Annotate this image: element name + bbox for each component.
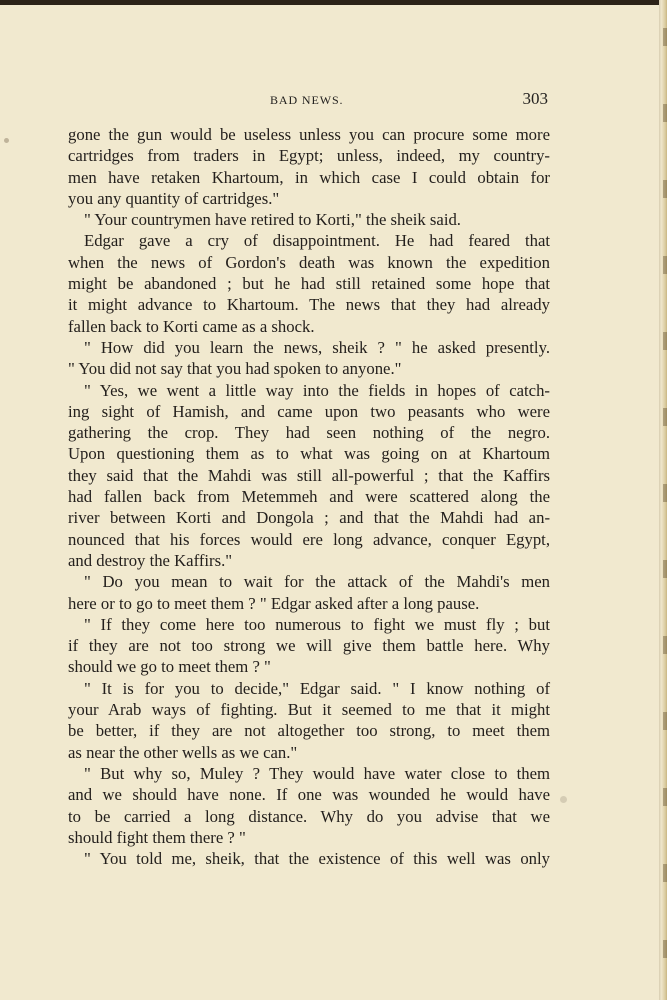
text-line: " You told me, sheik, that the existence of this well was only — [84, 849, 550, 869]
text-line: when the news of Gordon's death was known the expedition — [68, 252, 550, 272]
text-line: " It is for you to decide," Edgar said. " I know nothing of — [84, 678, 550, 698]
scan-top-edge — [0, 0, 667, 5]
text-line: gone the gun would be useless unless you can procure some more — [68, 125, 550, 144]
body-text — [68, 124, 550, 869]
text-line: Edgar gave a cry of disappointment. He had feared that — [84, 231, 550, 251]
text-line: men have retaken Khartoum, in which case I could obtain for — [68, 167, 550, 187]
text-line: and we should have none. If one was wounded he would have — [68, 785, 550, 805]
text-line: to be carried a long distance. Why do you advise that we — [68, 806, 550, 826]
text-line: fallen back to Korti came as a shock. — [68, 316, 315, 336]
text-line: " Do you mean to wait for the attack of the Mahdi's men — [84, 572, 550, 592]
text-line: " How did you learn the news, sheik ? " he asked presently. — [84, 337, 550, 357]
text-line: ing sight of Hamish, and came upon two peasants who were — [68, 401, 550, 421]
text-line: might be abandoned ; but he had still retained some hope that — [68, 274, 550, 294]
text-line: you any quantity of cartridges." — [68, 188, 280, 208]
text-line: " Yes, we went a little way into the fields in hopes of catch- — [84, 380, 550, 400]
text-line: your Arab ways of fighting. But it seemed to me that it might — [68, 700, 550, 720]
page-smudge — [560, 796, 567, 803]
text-line: " If they come here too numerous to fight we must fly ; but — [84, 614, 550, 634]
text-line: river between Korti and Dongola ; and that the Mahdi had an- — [68, 508, 550, 528]
binding-mark — [4, 138, 9, 143]
text-line: cartridges from traders in Egypt; unless, indeed, my country- — [68, 146, 550, 166]
text-line: should we go to meet them ? " — [68, 657, 271, 677]
running-head: BAD NEWS. — [270, 93, 344, 107]
text-line: should fight them there ? " — [68, 827, 246, 847]
text-line: here or to go to meet them ? " Edgar asked after a long pause. — [68, 593, 480, 613]
text-line: gathering the crop. They had seen nothing of the negro. — [68, 423, 550, 443]
text-line: as near the other wells as we can." — [68, 742, 298, 762]
page-header — [68, 90, 548, 110]
text-line: " But why so, Muley ? They would have water close to them — [84, 763, 550, 783]
text-line: " You did not say that you had spoken to anyone." — [68, 359, 402, 379]
page-edge-marks — [663, 28, 667, 958]
text-line: nounced that his forces would ere long advance, conquer Egypt, — [68, 529, 550, 549]
text-line: they said that the Mahdi was still all-powerful ; that the Kaffirs — [68, 465, 550, 485]
page-number: 303 — [522, 89, 548, 108]
text-line: Upon questioning them as to what was going on at Khartoum — [68, 444, 550, 464]
text-line: " Your countrymen have retired to Korti," the sheik said. — [84, 210, 461, 230]
text-line: had fallen back from Metemmeh and were scattered along the — [68, 487, 550, 507]
text-line: be better, if they are not altogether too strong, to meet them — [68, 721, 550, 741]
text-line: if they are not too strong we will give them battle here. Why — [68, 636, 550, 656]
text-line: it might advance to Khartoum. The news that they had already — [68, 295, 550, 315]
text-line: and destroy the Kaffirs." — [68, 550, 233, 570]
